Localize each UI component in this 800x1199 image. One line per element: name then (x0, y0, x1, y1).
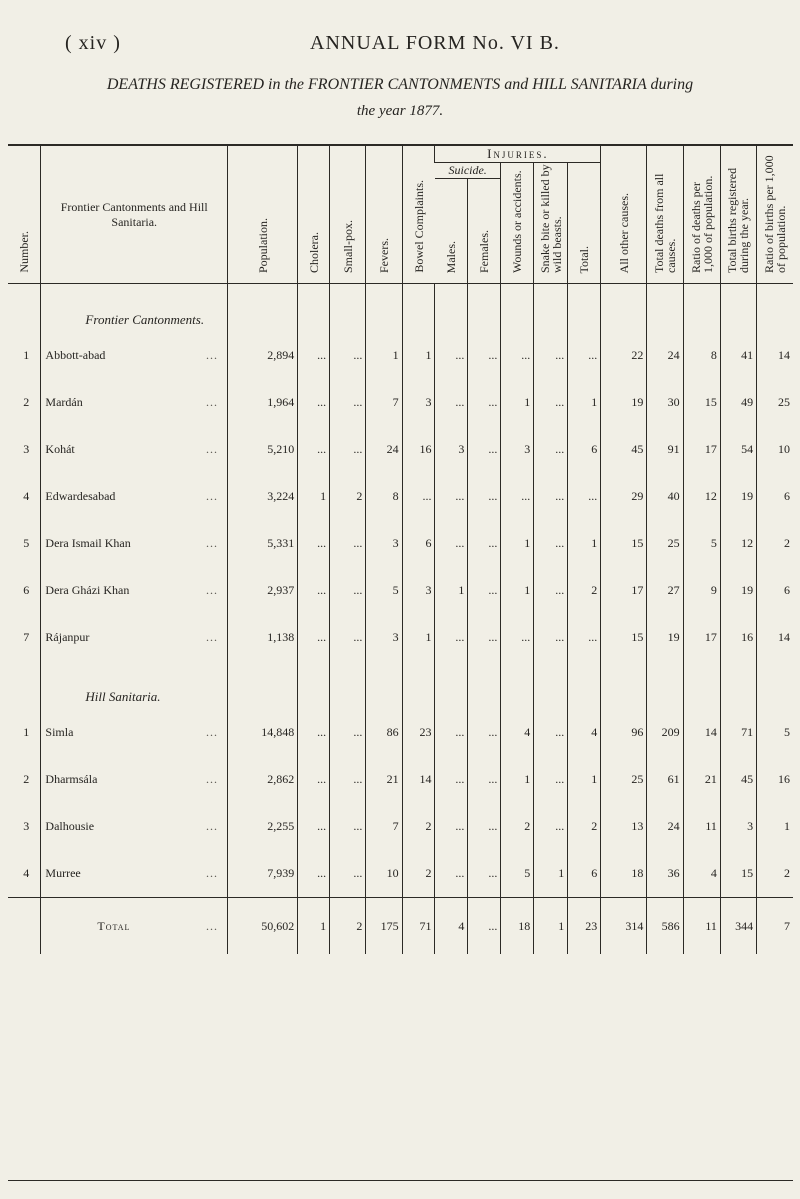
cell-births: 45 (720, 756, 756, 803)
leader-dots: ... (206, 536, 219, 550)
cell-births: 19 (720, 567, 756, 614)
cell-cholera: ... (298, 803, 330, 850)
total-label (41, 898, 228, 955)
table-row (8, 332, 793, 379)
total-births: 344 (720, 898, 756, 955)
cell-smallpox: ... (330, 709, 366, 756)
cell-snake: ... (534, 756, 568, 803)
cell-bowel: 1 (402, 332, 435, 379)
cell-deaths: 27 (647, 567, 683, 614)
cell-ratio: 4 (683, 850, 720, 898)
cell-cholera: 1 (298, 473, 330, 520)
header-label: Cholera. (306, 232, 321, 273)
section-row (8, 284, 793, 333)
header-label: Population. (255, 217, 270, 273)
leader-dots: ... (206, 772, 219, 786)
place-name (41, 614, 228, 661)
cell-wounds: 4 (501, 709, 534, 756)
total-males: 4 (435, 898, 468, 955)
cell-other: 18 (601, 850, 647, 898)
total-wounds: 18 (501, 898, 534, 955)
cell-fevers: 1 (366, 332, 402, 379)
cell-snake: ... (534, 803, 568, 850)
cell-fevers: 5 (366, 567, 402, 614)
cell-total: 6 (568, 850, 601, 898)
cell-wounds: ... (501, 332, 534, 379)
cell-total: 1 (568, 520, 601, 567)
total-bowel: 71 (402, 898, 435, 955)
cell-bowel: 16 (402, 426, 435, 473)
cell-ratio: 17 (683, 426, 720, 473)
cell-smallpox: ... (330, 332, 366, 379)
cell-smallpox: ... (330, 520, 366, 567)
total-deaths: 586 (647, 898, 683, 955)
cell-total: 1 (568, 756, 601, 803)
cell-births: 49 (720, 379, 756, 426)
cell-females: ... (468, 756, 501, 803)
cell-births: 16 (720, 614, 756, 661)
section-row (8, 661, 793, 709)
header-label: Mardán (45, 395, 83, 409)
total-cholera: 1 (298, 898, 330, 955)
leader-dots: ... (206, 819, 219, 833)
row-number: 4 (23, 489, 30, 503)
header-label: Dharmsála (45, 772, 98, 786)
leader-dots: ... (206, 348, 219, 362)
cell-ratio: 8 (683, 332, 720, 379)
cell-females: ... (468, 520, 501, 567)
cell-other: 22 (601, 332, 647, 379)
col-ratio-deaths (683, 146, 720, 284)
col-wounds (501, 163, 534, 284)
cell-deaths: 61 (647, 756, 683, 803)
section-label: Frontier Cantonments. (41, 284, 228, 333)
row-number: 6 (23, 583, 30, 597)
cell-other: 17 (601, 567, 647, 614)
cell-wounds: ... (501, 473, 534, 520)
cell-births: 12 (720, 520, 756, 567)
col-small-pox (330, 146, 366, 284)
header-label: Dera Ismail Khan (45, 536, 131, 550)
header-label: Injuries. (487, 146, 549, 161)
col-number (8, 146, 41, 284)
place-name (41, 332, 228, 379)
cell-fevers: 3 (366, 520, 402, 567)
total-snake: 1 (534, 898, 568, 955)
cell-deaths: 36 (647, 850, 683, 898)
cell-total: ... (568, 614, 601, 661)
col-bowel (402, 146, 435, 284)
table-row (8, 709, 793, 756)
cell-males: ... (435, 473, 468, 520)
header-label: Fevers. (376, 238, 391, 273)
cell-wounds: 5 (501, 850, 534, 898)
header-label: Snake bite or killed by wild beasts. (537, 164, 564, 273)
cell-cholera: ... (298, 756, 330, 803)
cell-deaths: 40 (647, 473, 683, 520)
cell-snake: ... (534, 426, 568, 473)
cell-births: 71 (720, 709, 756, 756)
leader-dots: ... (206, 489, 219, 503)
cell-bowel: 2 (402, 803, 435, 850)
header-label: Simla (45, 725, 74, 739)
cell-bratio: 14 (757, 614, 793, 661)
header-label: Small-pox. (340, 220, 355, 273)
cell-deaths: 30 (647, 379, 683, 426)
cell-males: ... (435, 850, 468, 898)
header-label: Females. (477, 230, 492, 273)
cell-other: 96 (601, 709, 647, 756)
cell-other: 13 (601, 803, 647, 850)
row-number: 1 (23, 348, 30, 362)
cell-bratio: 16 (757, 756, 793, 803)
col-population (228, 146, 298, 284)
cell-bowel: 1 (402, 614, 435, 661)
place-name (41, 709, 228, 756)
col-males (435, 179, 468, 284)
cell-bowel: ... (402, 473, 435, 520)
header-label: Abbott-abad (45, 348, 106, 362)
cell-pop: 2,255 (228, 803, 298, 850)
cell-pop: 14,848 (228, 709, 298, 756)
col-births (720, 146, 756, 284)
col-other-causes (601, 146, 647, 284)
cell-wounds: 1 (501, 756, 534, 803)
total-pop: 50,602 (228, 898, 298, 955)
cell-births: 41 (720, 332, 756, 379)
header-label: Ratio of deaths per 1,000 of population. (688, 175, 715, 273)
cell-cholera: ... (298, 567, 330, 614)
cell-fevers: 21 (366, 756, 402, 803)
col-ratio-births (757, 146, 793, 284)
cell-fevers: 3 (366, 614, 402, 661)
cell-pop: 1,138 (228, 614, 298, 661)
header-label: Males. (444, 240, 459, 273)
table-row (8, 614, 793, 661)
cell-smallpox: ... (330, 614, 366, 661)
table-bottom-rule (8, 1180, 793, 1181)
cell-total: ... (568, 473, 601, 520)
cell-smallpox: ... (330, 426, 366, 473)
col-total-deaths (647, 146, 683, 284)
section-label: Hill Sanitaria. (41, 661, 228, 709)
cell-males: ... (435, 520, 468, 567)
cell-ratio: 21 (683, 756, 720, 803)
cell-smallpox: ... (330, 850, 366, 898)
cell-bowel: 2 (402, 850, 435, 898)
cell-ratio: 5 (683, 520, 720, 567)
header-label: Frontier Cantonments and Hill Sanitaria. (60, 199, 208, 229)
header-label: Kohát (45, 442, 75, 456)
leader-dots: ... (206, 395, 219, 409)
row-number: 5 (23, 536, 30, 550)
header-label: Total births registered during the year. (725, 167, 752, 273)
total-other: 314 (601, 898, 647, 955)
cell-bratio: 6 (757, 567, 793, 614)
col-injuries-total (568, 163, 601, 284)
row-number: 1 (23, 725, 30, 739)
cell-cholera: ... (298, 850, 330, 898)
table-row (8, 803, 793, 850)
header-label: Ratio of births per 1,000 of population. (762, 155, 789, 273)
cell-births: 54 (720, 426, 756, 473)
header-label: Number. (17, 231, 32, 273)
cell-wounds: ... (501, 614, 534, 661)
cell-deaths: 24 (647, 803, 683, 850)
cell-ratio: 15 (683, 379, 720, 426)
total-ratio: 11 (683, 898, 720, 955)
cell-snake: ... (534, 379, 568, 426)
cell-total: 1 (568, 379, 601, 426)
cell-males: ... (435, 709, 468, 756)
header-label: Dera Gházi Khan (45, 583, 130, 597)
cell-deaths: 19 (647, 614, 683, 661)
cell-females: ... (468, 709, 501, 756)
cell-females: ... (468, 426, 501, 473)
cell-pop: 1,964 (228, 379, 298, 426)
cell-males: ... (435, 379, 468, 426)
form-title: ANNUAL FORM No. VI B. (310, 32, 560, 54)
row-number: 3 (23, 442, 30, 456)
col-place (41, 146, 228, 284)
cell-cholera: ... (298, 709, 330, 756)
cell-snake: ... (534, 520, 568, 567)
page-number: ( xiv ) (65, 32, 121, 54)
cell-other: 15 (601, 614, 647, 661)
cell-cholera: ... (298, 379, 330, 426)
place-name (41, 850, 228, 898)
col-snake (534, 163, 568, 284)
header-label: Murree (45, 866, 81, 880)
cell-pop: 2,937 (228, 567, 298, 614)
cell-cholera: ... (298, 332, 330, 379)
cell-ratio: 17 (683, 614, 720, 661)
place-name (41, 379, 228, 426)
cell-males: 1 (435, 567, 468, 614)
cell-fevers: 24 (366, 426, 402, 473)
cell-females: ... (468, 803, 501, 850)
cell-deaths: 25 (647, 520, 683, 567)
title-line-1: DEATHS REGISTERED in the FRONTIER CANTONMENTS and HILL SANITARIA during (106, 76, 694, 93)
cell-fevers: 7 (366, 803, 402, 850)
cell-bratio: 14 (757, 332, 793, 379)
cell-snake: 1 (534, 850, 568, 898)
cell-total: 4 (568, 709, 601, 756)
cell-smallpox: ... (330, 803, 366, 850)
cell-smallpox: 2 (330, 473, 366, 520)
cell-pop: 5,331 (228, 520, 298, 567)
cell-bratio: 25 (757, 379, 793, 426)
cell-fevers: 10 (366, 850, 402, 898)
cell-fevers: 86 (366, 709, 402, 756)
cell-deaths: 91 (647, 426, 683, 473)
cell-bowel: 3 (402, 567, 435, 614)
table-row (8, 473, 793, 520)
cell-pop: 5,210 (228, 426, 298, 473)
cell-females: ... (468, 850, 501, 898)
table-row (8, 379, 793, 426)
row-number: 2 (23, 395, 30, 409)
cell-wounds: 2 (501, 803, 534, 850)
cell-ratio: 14 (683, 709, 720, 756)
header-label: Wounds or accidents. (510, 170, 525, 273)
cell-deaths: 209 (647, 709, 683, 756)
cell-wounds: 1 (501, 520, 534, 567)
header-label: Total deaths from all causes. (651, 173, 678, 273)
header-label: Edwardesabad (45, 489, 116, 503)
cell-cholera: ... (298, 614, 330, 661)
cell-bratio: 2 (757, 520, 793, 567)
cell-other: 19 (601, 379, 647, 426)
cell-females: ... (468, 567, 501, 614)
page-header (0, 32, 800, 64)
cell-total: 6 (568, 426, 601, 473)
header-label: All other causes. (616, 192, 631, 273)
cell-smallpox: ... (330, 567, 366, 614)
table-row (8, 567, 793, 614)
place-name (41, 426, 228, 473)
table-row (8, 756, 793, 803)
place-name (41, 756, 228, 803)
cell-snake: ... (534, 614, 568, 661)
cell-births: 15 (720, 850, 756, 898)
document-title (0, 74, 800, 122)
col-injuries (435, 146, 601, 163)
total-smallpox: 2 (330, 898, 366, 955)
cell-males: 3 (435, 426, 468, 473)
total-females: ... (468, 898, 501, 955)
col-females (468, 179, 501, 284)
leader-dots: ... (206, 866, 219, 880)
header-label: Bowel Complaints. (411, 180, 426, 273)
col-fevers (366, 146, 402, 284)
cell-deaths: 24 (647, 332, 683, 379)
table-row (8, 426, 793, 473)
cell-total: ... (568, 332, 601, 379)
cell-ratio: 12 (683, 473, 720, 520)
title-line-2: the year 1877. (356, 103, 444, 119)
place-name (41, 473, 228, 520)
header-label: Total (97, 918, 131, 933)
cell-cholera: ... (298, 426, 330, 473)
deaths-table (8, 146, 793, 954)
cell-males: ... (435, 803, 468, 850)
col-cholera (298, 146, 330, 284)
row-number: 2 (23, 772, 30, 786)
cell-pop: 3,224 (228, 473, 298, 520)
cell-pop: 7,939 (228, 850, 298, 898)
total-total: 23 (568, 898, 601, 955)
cell-bratio: 1 (757, 803, 793, 850)
header-label: Total. (577, 245, 592, 273)
cell-bratio: 2 (757, 850, 793, 898)
header-label: Suicide. (448, 163, 487, 178)
place-name (41, 803, 228, 850)
cell-bratio: 6 (757, 473, 793, 520)
cell-snake: ... (534, 709, 568, 756)
cell-bratio: 5 (757, 709, 793, 756)
cell-pop: 2,894 (228, 332, 298, 379)
cell-snake: ... (534, 567, 568, 614)
cell-smallpox: ... (330, 379, 366, 426)
cell-females: ... (468, 332, 501, 379)
table-row (8, 850, 793, 898)
cell-snake: ... (534, 473, 568, 520)
row-number: 7 (23, 630, 30, 644)
cell-males: ... (435, 614, 468, 661)
cell-wounds: 1 (501, 567, 534, 614)
total-fevers: 175 (366, 898, 402, 955)
cell-wounds: 1 (501, 379, 534, 426)
cell-other: 29 (601, 473, 647, 520)
leader-dots: ... (206, 630, 219, 644)
cell-bratio: 10 (757, 426, 793, 473)
cell-males: ... (435, 756, 468, 803)
cell-total: 2 (568, 567, 601, 614)
place-name (41, 520, 228, 567)
cell-total: 2 (568, 803, 601, 850)
cell-ratio: 11 (683, 803, 720, 850)
place-name (41, 567, 228, 614)
cell-fevers: 7 (366, 379, 402, 426)
cell-fevers: 8 (366, 473, 402, 520)
total-bratio: 7 (757, 898, 793, 955)
cell-cholera: ... (298, 520, 330, 567)
cell-births: 19 (720, 473, 756, 520)
row-number: 4 (23, 866, 30, 880)
header-label: Dalhousie (45, 819, 95, 833)
cell-males: ... (435, 332, 468, 379)
cell-bowel: 3 (402, 379, 435, 426)
leader-dots: ... (206, 442, 219, 456)
cell-other: 25 (601, 756, 647, 803)
header-label: Rájanpur (45, 630, 90, 644)
cell-pop: 2,862 (228, 756, 298, 803)
cell-snake: ... (534, 332, 568, 379)
cell-births: 3 (720, 803, 756, 850)
cell-ratio: 9 (683, 567, 720, 614)
cell-females: ... (468, 379, 501, 426)
cell-wounds: 3 (501, 426, 534, 473)
cell-smallpox: ... (330, 756, 366, 803)
leader-dots: ... (206, 725, 219, 739)
row-number: 3 (23, 819, 30, 833)
cell-females: ... (468, 473, 501, 520)
cell-bowel: 14 (402, 756, 435, 803)
cell-bowel: 23 (402, 709, 435, 756)
total-row (8, 898, 793, 955)
leader-dots: ... (206, 918, 219, 933)
cell-females: ... (468, 614, 501, 661)
col-suicide (435, 163, 501, 179)
table-row (8, 520, 793, 567)
cell-other: 45 (601, 426, 647, 473)
cell-bowel: 6 (402, 520, 435, 567)
cell-other: 15 (601, 520, 647, 567)
leader-dots: ... (206, 583, 219, 597)
